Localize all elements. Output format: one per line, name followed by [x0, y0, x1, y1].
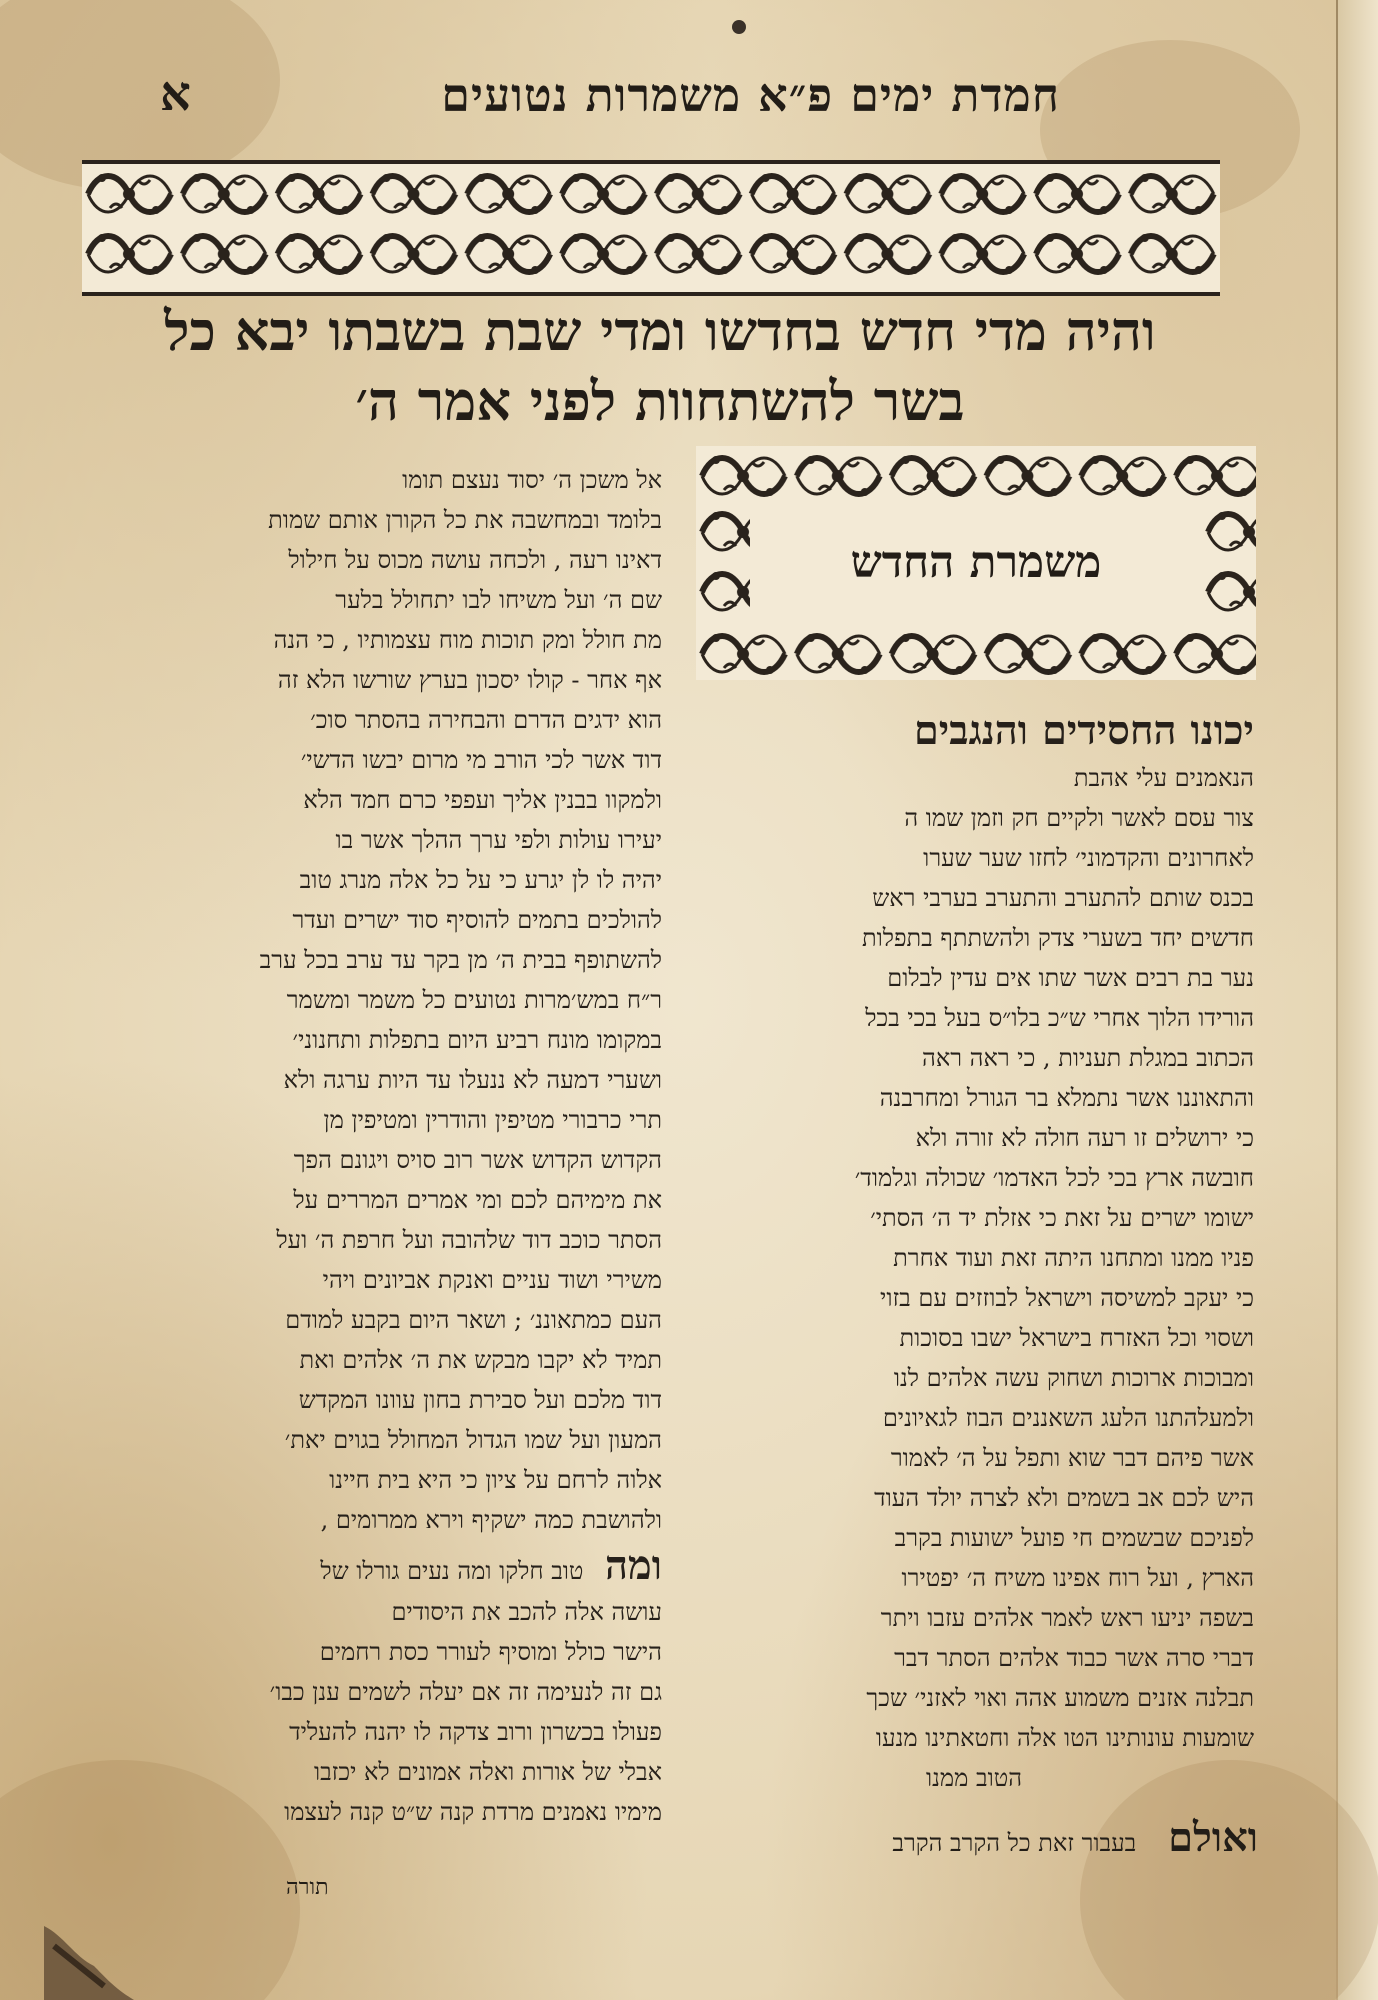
page-fold	[1336, 0, 1338, 2000]
running-title: חמדת ימים פ״א משמרות נטועים	[441, 68, 1060, 122]
text-line: ישומו ישרים על זאת כי אזלת יד ה׳ הסתי׳	[870, 1204, 1254, 1232]
text-line: היש לכם אב בשמים ולא לצרה יולד העוד	[874, 1484, 1254, 1512]
text-line-with-lead	[92, 1540, 662, 1592]
catchword: תורה	[286, 1875, 329, 1900]
footer-lead-word: ואולם	[1168, 1814, 1258, 1861]
text-line: עושה אלה להכב את היסודים	[391, 1598, 662, 1626]
text-line: הארץ , ועל רוח אפינו משיח ה׳ יפטירו	[901, 1564, 1254, 1592]
text-line: במקומו מונח רביע היום בתפלות ותחנוני׳	[292, 1026, 662, 1054]
text-line: תמיד לא יקבו מבקש את ה׳ אלהים ואת	[299, 1346, 662, 1374]
frame-ornament-right	[1202, 502, 1256, 624]
adjacent-page-edge	[1338, 0, 1378, 2000]
text-line: חדשים יחד בשערי צדק ולהשתתף בתפלות	[861, 924, 1254, 952]
ink-dot	[732, 20, 746, 34]
right-footer	[892, 1814, 1258, 1861]
text-line: ומבוכות ארוכות ושחוק עשה אלהים לנו	[893, 1364, 1254, 1392]
left-text-column	[92, 460, 662, 1832]
lead-line-text: טוב חלקו ומה נעים גורלו של	[320, 1557, 584, 1585]
text-line: גם זה לנעימה זה אם יעלה לשמים ענן כבו׳	[269, 1678, 662, 1706]
text-line: כי ירושלים זו רעה חולה לא זורה ולא	[915, 1124, 1254, 1152]
text-line: להשתופף בבית ה׳ מן בקר עד ערב בכל ערב	[259, 946, 662, 974]
text-line: ושערי דמעה לא ננעלו עד היות ערגה ולא	[283, 1066, 662, 1094]
text-line: דוד אשר לכי הורב מי מרום יבשו הדשי׳	[300, 746, 662, 774]
text-line: והתאוננו אשר נתמלא בר הגורל ומחרבנה	[879, 1084, 1254, 1112]
frame-ornament-top	[696, 446, 1256, 502]
text-line: לפניכם שבשמים חי פועל ישועות בקרב	[894, 1524, 1254, 1552]
text-line: הוא ידגים הדרם והבחירה בהסתר סוכ׳	[310, 706, 662, 734]
text-line: הקדוש הקדוש אשר רוב סויס ויגונם הפך	[293, 1146, 662, 1174]
text-line: פעולו בכשרון ורוב צדקה לו יהנה להעליד	[289, 1718, 662, 1746]
text-line: הורידו הלוך אחרי ש״כ בלו״ס בעל בכי בכל	[865, 1004, 1254, 1032]
text-line: מת חולל ומק תוכות מוח עצמותיו , כי הנה	[273, 626, 662, 654]
text-line: שומעות עונותינו הטו אלה וחטאתינו מנעו	[875, 1724, 1254, 1752]
ornamental-border-band	[82, 160, 1220, 296]
text-line: את מימיהם לכם ומי אמרים המררים על	[293, 1186, 662, 1214]
text-line: אבלי של אורות ואלה אמונים לא יכזבו	[313, 1758, 662, 1786]
text-line: אל משכן ה׳ יסוד נעצם תומו	[402, 466, 662, 494]
text-line: לאחרונים והקדמוני׳ לחזו שער שערו	[923, 844, 1254, 872]
text-line: אלוה לרחם על ציון כי היא בית חיינו	[329, 1466, 662, 1494]
text-line: הכתוב במגלת תעניות , כי ראה ראה	[922, 1044, 1254, 1072]
text-line: פניו ממנו ומתחנו היתה זאת ועוד אחרת	[893, 1244, 1254, 1272]
text-line: יהיה לו לן יגרע כי על כל אלה מנרג טוב	[299, 866, 662, 894]
verse-line-2: בשר להשתחוות לפני אמר ה׳	[355, 369, 965, 433]
text-line: אף אחר - קולו יסכון בערץ שורשו הלא זה	[277, 666, 662, 694]
text-line: להולכים בתמים להוסיף סוד ישרים ועדר	[292, 906, 662, 934]
text-line: אשר פיהם דבר שוא ותפל על ה׳ לאמור	[890, 1444, 1254, 1472]
text-line: דוד מלכם ועל סבירת בחון עוונו המקדש	[298, 1386, 662, 1414]
text-line: חובשה ארץ בכי לכל האדמו׳ שכולה וגלמוד׳	[854, 1164, 1254, 1192]
text-line: דאינו רעה , ולכחה עושה מכוס על חילול	[288, 546, 662, 574]
verse-line-1: והיה מדי חדש בחדשו ומדי שבת בשבתו יבא כל	[164, 299, 1156, 363]
right-text-column	[694, 704, 1254, 1798]
text-line: משירי ושוד עניים ואנקת אביונים ויהי	[322, 1266, 662, 1294]
text-line: ולהושבת כמה ישקיף וירא ממרומים ,	[320, 1506, 662, 1534]
ornament-pattern	[82, 164, 1220, 284]
text-line: כי יעקב למשיסה וישראל לבוזזים עם בזוי	[880, 1284, 1254, 1312]
folio-number: א	[160, 66, 191, 122]
torn-corner	[44, 1906, 134, 2000]
text-line: המעון ועל שמו הגדול המחולל בגוים יאת׳	[284, 1426, 662, 1454]
footer-text: בעבור זאת כל הקרב הקרב	[892, 1829, 1137, 1857]
text-line: צור עסם לאשר ולקיים חק וזמן שמו ה	[904, 804, 1254, 832]
text-line: הישר כולל ומוסיף לעורר כסת רחמים	[319, 1638, 662, 1666]
lead-word: ומה	[605, 1542, 662, 1589]
text-line: יעירו עולות ולפי ערך ההלך אשר בו	[335, 826, 662, 854]
text-line: הטוב ממנו	[925, 1764, 1023, 1792]
text-line: הסתר כוכב דוד שלהובה ועל חרפת ה׳ ועל	[276, 1226, 662, 1254]
text-line: נער בת רבים אשר שתו אים עדין לבלום	[887, 964, 1254, 992]
text-line: מימיו נאמנים מרדת קנה ש״ט קנה לעצמו	[284, 1798, 662, 1826]
text-line: בשפה יניעו ראש לאמר אלהים עזבו ויתר	[880, 1604, 1254, 1632]
section-title-frame	[696, 446, 1256, 680]
text-line: שם ה׳ ועל משיחו לבו יתחולל בלער	[335, 586, 662, 614]
text-line: ושסוי וכל האזרח בישראל ישבו בסוכות	[899, 1324, 1254, 1352]
text-line: תרי כרבורי מטיפין והודרין ומטיפין מן	[323, 1106, 662, 1134]
text-line: ר״ח במש׳מרות נטועים כל משמר ומשמר	[286, 986, 662, 1014]
text-line: ולמעלהתנו הלעג השאננים הבוז לגאיונים	[882, 1404, 1254, 1432]
text-line: בלומד ובמחשבה את כל הקורן אותם שמות	[268, 506, 662, 534]
text-line: תבלנה אזנים משמוע אהה ואוי לאזני׳ שכך	[866, 1684, 1254, 1712]
text-line: יכונו החסידים והנגבים	[913, 707, 1254, 754]
section-title: משמרת החדש	[850, 537, 1102, 588]
text-line: ולמקוו בבנין אליך ועפפי כרם חמד הלא	[303, 786, 662, 814]
text-line: בכנס שותם להתערב והתערב בערבי ראש	[872, 884, 1254, 912]
frame-ornament-bottom	[696, 624, 1256, 680]
text-line: העם כמתאוננ׳ ; ושאר היום בקבע למודם	[285, 1306, 662, 1334]
text-line: דברי סרה אשר כבוד אלהים הסתר דבר	[894, 1644, 1254, 1672]
running-head	[160, 58, 1120, 138]
verse-heading	[80, 296, 1240, 436]
frame-ornament-left	[696, 502, 750, 624]
text-line: הנאמנים עלי אהבת	[1073, 764, 1254, 792]
